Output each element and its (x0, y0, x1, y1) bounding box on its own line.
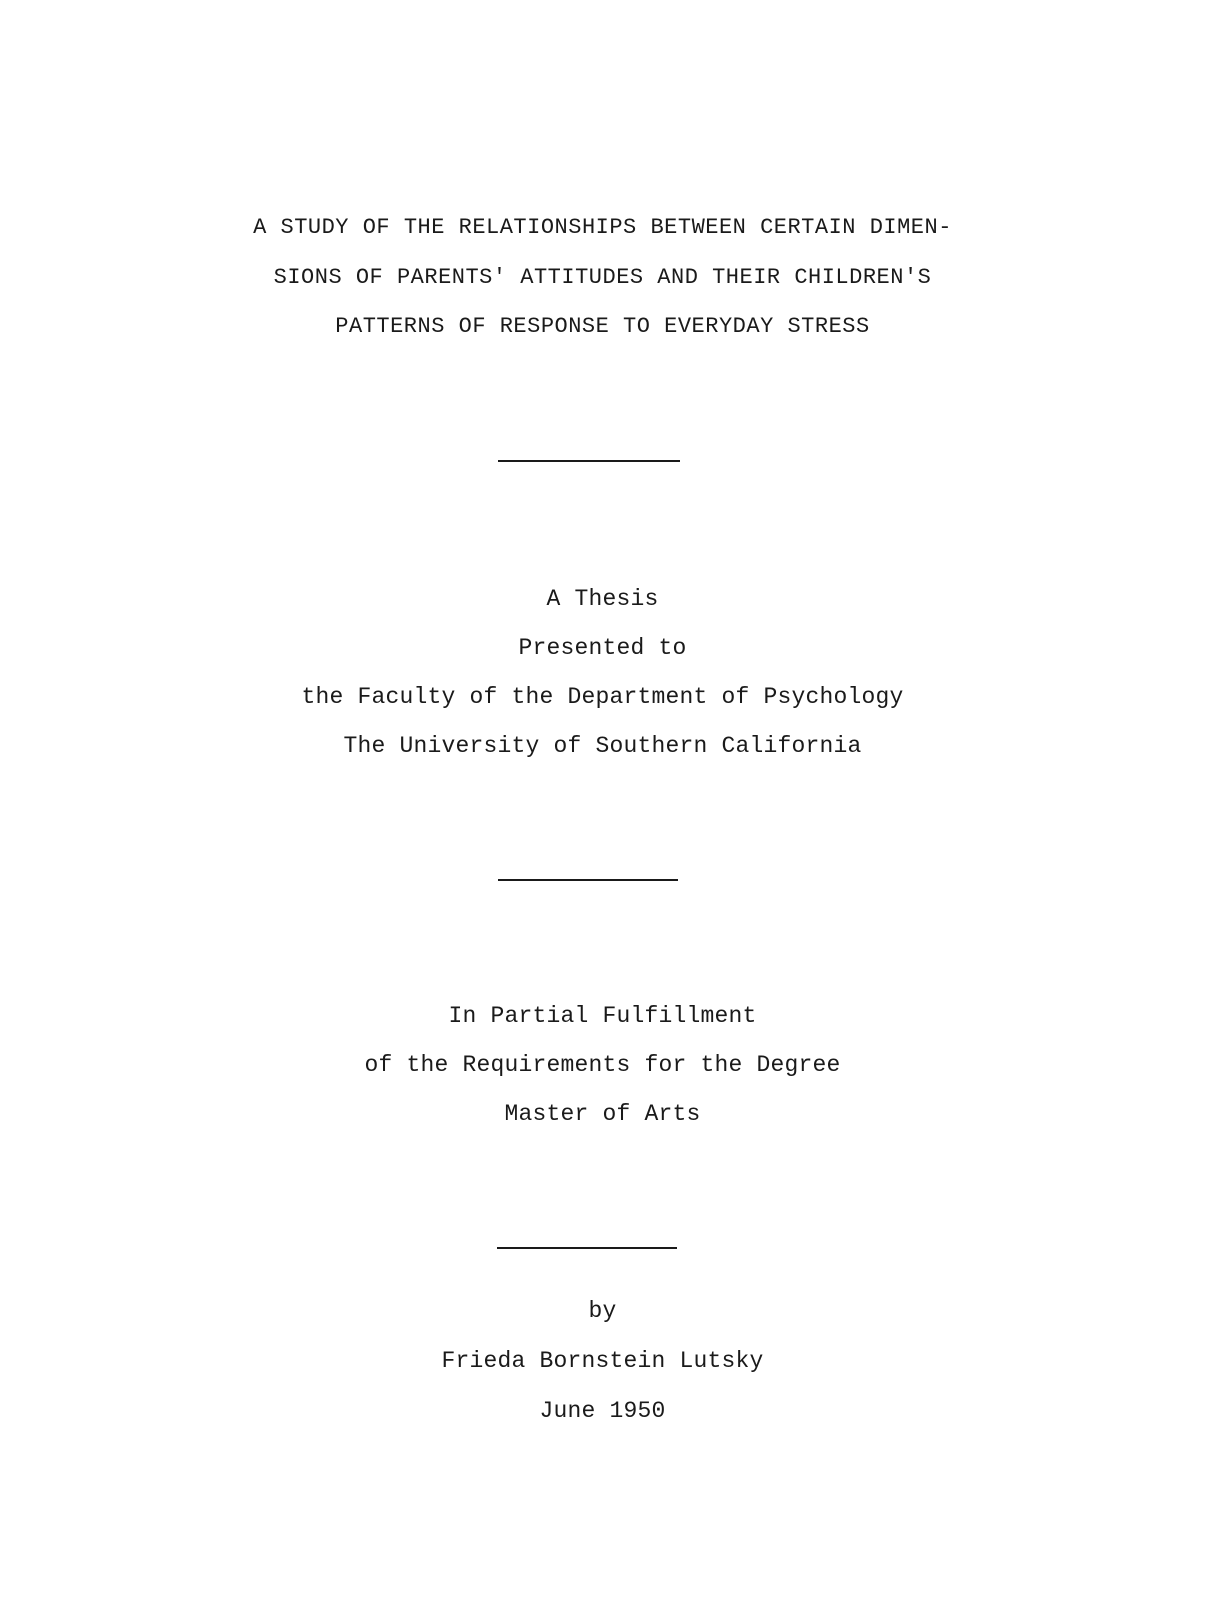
university-name: The University of Southern California (343, 733, 862, 759)
requirements-degree: of the Requirements for the Degree (364, 1052, 841, 1078)
partial-fulfillment: In Partial Fulfillment (448, 1003, 757, 1029)
author-name: Frieda Bornstein Lutsky (441, 1348, 764, 1374)
faculty-department: the Faculty of the Department of Psychology (301, 684, 904, 710)
title-line-2: SIONS OF PARENTS' ATTITUDES AND THEIR CHILDREN'S (273, 265, 932, 290)
by-label: by (588, 1298, 617, 1324)
divider-rule-2 (498, 879, 678, 881)
presented-to: Presented to (518, 635, 687, 661)
submission-date: June 1950 (539, 1398, 666, 1424)
thesis-label: A Thesis (546, 586, 659, 612)
title-line-3: PATTERNS OF RESPONSE TO EVERYDAY STRESS (335, 314, 870, 339)
divider-rule-3 (497, 1247, 677, 1249)
divider-rule-1 (498, 460, 680, 462)
title-line-1: A STUDY OF THE RELATIONSHIPS BETWEEN CERTAIN DIMEN- (253, 215, 952, 240)
degree-name: Master of Arts (504, 1101, 701, 1127)
